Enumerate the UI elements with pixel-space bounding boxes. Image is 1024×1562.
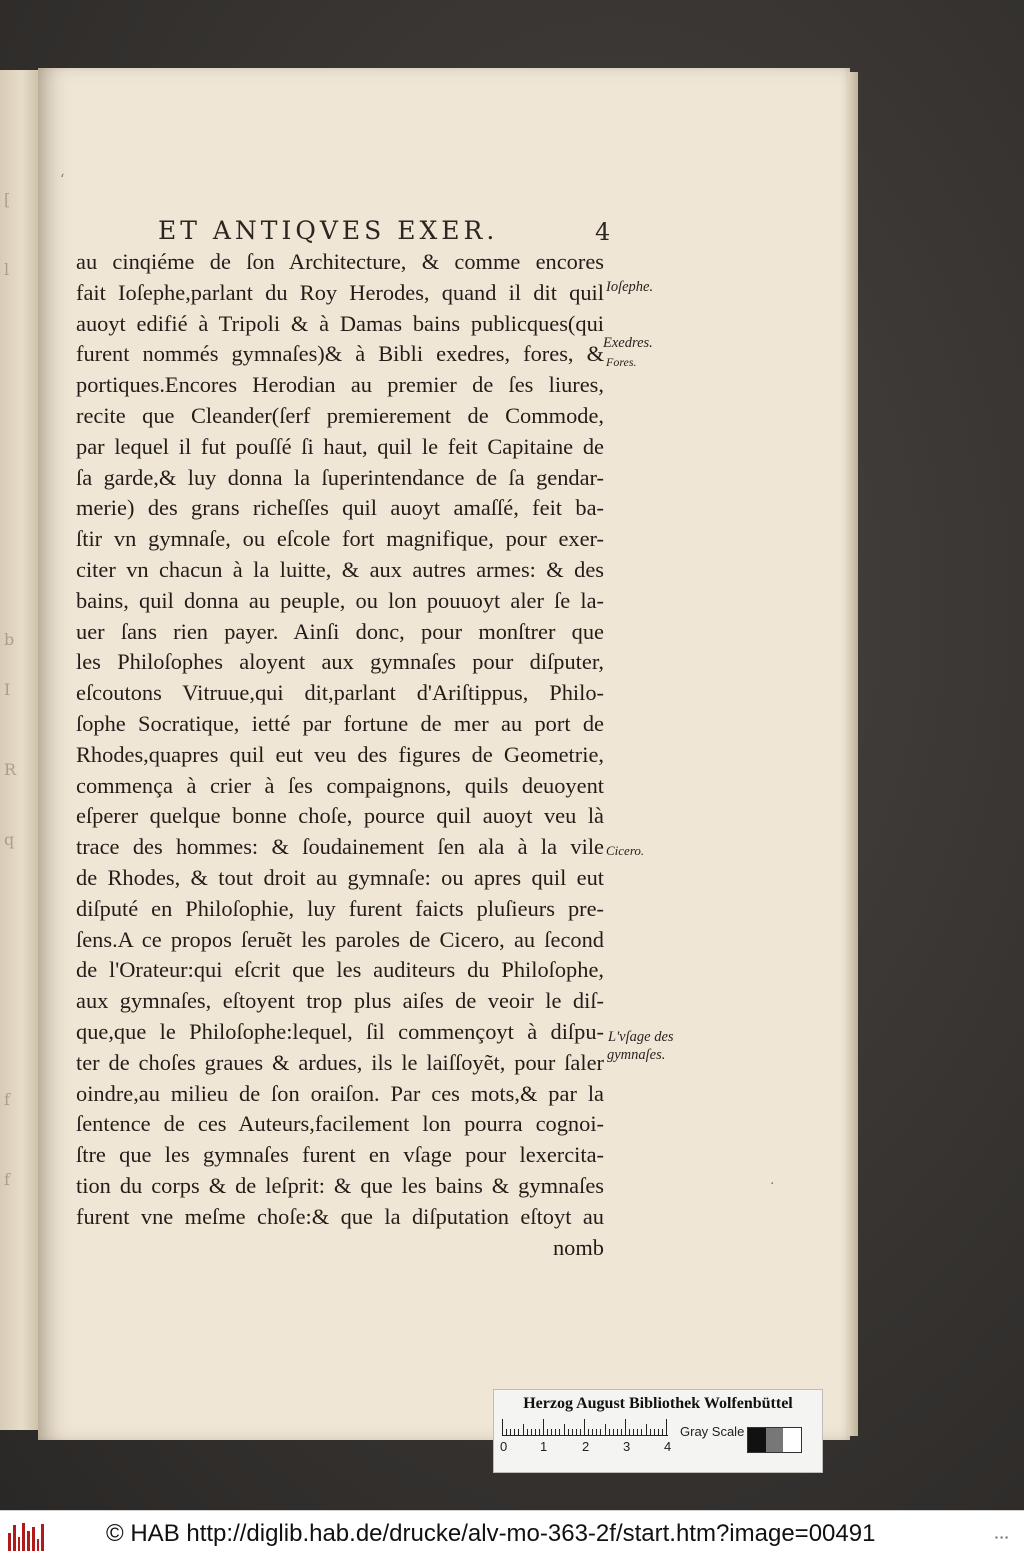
margin-note: Exedres. — [603, 335, 653, 351]
ruler-tick — [535, 1429, 536, 1435]
ruler-tick — [596, 1429, 597, 1435]
margin-note: Fores. — [606, 355, 637, 369]
ruler-tick — [555, 1429, 556, 1435]
margin-note: L'vſage des — [608, 1029, 674, 1045]
text-line: ſens.A ce propos ſeruẽt les paroles de Cicero, au ſecond — [76, 926, 604, 952]
ruler-tick — [600, 1429, 601, 1435]
ruler-tick — [564, 1424, 565, 1435]
ruler-tick — [646, 1424, 647, 1435]
ruler-tick — [506, 1429, 507, 1435]
text-line: de Rhodes, & tout droit au gymnaſe: ou apres quil eut — [76, 864, 604, 890]
ruler-tick — [576, 1429, 577, 1435]
page-edge — [848, 72, 858, 1436]
logo-bar — [32, 1527, 35, 1551]
measurement-ruler — [502, 1417, 668, 1436]
ruler-tick — [502, 1419, 503, 1435]
text-line: les Philoſophes aloyent aux gymnaſes pour diſputer, — [76, 649, 604, 675]
ruler-tick — [551, 1429, 552, 1435]
text-line: tion du corps & de leſprit: & que les bains & gymnaſes — [76, 1172, 604, 1198]
logo-bar — [18, 1537, 21, 1551]
ruler-number: 1 — [540, 1439, 548, 1454]
text-line: ſentence de ces Auteurs,facilement lon pourra cognoi- — [76, 1111, 604, 1137]
swatch-gray — [766, 1428, 784, 1452]
ruler-tick — [621, 1429, 622, 1435]
ghost-mark: l — [4, 260, 10, 279]
text-line: de l'Orateur:qui eſcrit que les auditeurs du Philoſophe, — [76, 957, 604, 983]
swatch-black — [748, 1428, 766, 1452]
ruler-number: 4 — [664, 1439, 672, 1454]
color-scale-card — [493, 1389, 823, 1473]
text-line: commença à crier à ſes compaignons, quils deuoyent — [76, 772, 604, 798]
ruler-number: 3 — [623, 1439, 631, 1454]
ghost-mark: q — [4, 830, 15, 849]
running-head: ET ANTIQVES EXER. — [158, 216, 499, 245]
ruler-tick — [658, 1429, 659, 1435]
text-line: uer ſans rien payer. Ainſi donc, pour monſtrer que — [76, 618, 604, 644]
copyright-url[interactable]: © HAB http://diglib.hab.de/drucke/alv-mo-363-2f/start.htm?image=00491 — [106, 1520, 876, 1547]
catchword: nomb — [552, 1234, 604, 1260]
ruler-tick — [609, 1429, 610, 1435]
previous-page-edge — [0, 70, 42, 1430]
ink-mark: · — [770, 1176, 775, 1192]
ruler-tick — [625, 1419, 626, 1435]
text-line: Rhodes,quapres quil eut veu des figures de Geometrie, — [76, 741, 604, 767]
ruler-numbers — [498, 1439, 678, 1457]
logo-bar — [8, 1533, 11, 1551]
body-text — [76, 247, 604, 1263]
ruler-tick — [629, 1429, 630, 1435]
ghost-mark: R — [4, 760, 17, 779]
text-line: ſtir vn gymnaſe, ou eſcole fort magnifique, pour exer- — [76, 526, 604, 552]
text-line: ſophe Socratique, ietté par fortune de mer au port de — [76, 710, 604, 736]
ruler-tick — [637, 1429, 638, 1435]
ruler-tick — [613, 1429, 614, 1435]
ink-mark: ʻ — [60, 172, 65, 188]
footer-bar — [0, 1510, 1024, 1562]
ruler-number: 0 — [500, 1439, 508, 1454]
logo-bar — [22, 1523, 25, 1551]
text-line: portiques.Encores Herodian au premier de ſes liures, — [76, 372, 604, 398]
ruler-tick — [527, 1429, 528, 1435]
logo-bar — [41, 1524, 44, 1551]
text-line: diſputé en Philoſophie, luy furent faicts pluſieurs pre- — [76, 895, 604, 921]
ghost-mark: [ — [4, 190, 11, 209]
text-line: citer vn chacun à la luitte, & aux autres armes: & des — [76, 556, 604, 582]
gray-scale-label: Gray Scale — [680, 1424, 745, 1439]
gray-scale-swatch — [747, 1427, 802, 1453]
ruler-tick — [654, 1429, 655, 1435]
margin-note: Cicero. — [606, 843, 645, 858]
ruler-tick — [514, 1429, 515, 1435]
ruler-tick — [666, 1419, 667, 1435]
ruler-tick — [592, 1429, 593, 1435]
text-line: eſcoutons Vitruue,qui dit,parlant d'Ariſtippus, Philo- — [76, 680, 604, 706]
ghost-mark: f — [4, 1090, 10, 1109]
text-line: trace des hommes: & ſoudainement ſen ala à la vile — [76, 834, 604, 860]
ruler-tick — [641, 1429, 642, 1435]
ruler-tick — [531, 1429, 532, 1435]
text-line: que,que le Philoſophe:lequel, ſil commençoyt à diſpu- — [76, 1018, 604, 1044]
ruler-tick — [523, 1424, 524, 1435]
ruler-tick — [572, 1429, 573, 1435]
ruler-tick — [568, 1429, 569, 1435]
text-line: ſtre que les gymnaſes furent en vſage pour lexercita- — [76, 1142, 604, 1168]
ruler-tick — [510, 1429, 511, 1435]
text-line: oindre,au milieu de ſon oraiſon. Par ces mots,& par la — [76, 1080, 604, 1106]
logo-bar — [37, 1539, 40, 1551]
ruler-tick — [518, 1429, 519, 1435]
logo-bar — [27, 1531, 30, 1551]
swatch-white — [783, 1428, 801, 1452]
text-line: furent vne meſme choſe:& que la diſputation eſtoyt au — [76, 1203, 604, 1229]
ghost-mark: I — [4, 680, 11, 699]
ruler-tick — [584, 1419, 585, 1435]
margin-note: Ioſephe. — [606, 279, 654, 295]
text-line: ſa garde,& luy donna la ſuperintendance de ſa gendar- — [76, 464, 604, 490]
ruler-tick — [662, 1429, 663, 1435]
text-line: aux gymnaſes, eſtoyent trop plus aiſes de veoir le diſ- — [76, 988, 604, 1014]
ruler-tick — [559, 1429, 560, 1435]
footer-marker-icon: ▪ ▪ ▪ — [995, 1533, 1008, 1542]
hab-logo-icon — [8, 1523, 44, 1551]
text-line: auoyt edifié à Tripoli & à Damas bains publicques(qui — [76, 310, 604, 336]
ghost-mark: b — [4, 630, 15, 649]
text-line: par lequel il fut pouſſé ſi haut, quil le feit Capitaine de — [76, 433, 604, 459]
ruler-tick — [580, 1429, 581, 1435]
ruler-tick — [539, 1429, 540, 1435]
ruler-tick — [605, 1424, 606, 1435]
ruler-tick — [617, 1429, 618, 1435]
ruler-tick — [650, 1429, 651, 1435]
page-number: 4 — [595, 218, 611, 246]
ruler-number: 2 — [582, 1439, 590, 1454]
text-line: ter de choſes graues & ardues, ils le laiſſoyẽt, pour ſaler — [76, 1049, 604, 1075]
logo-bar — [13, 1525, 16, 1551]
text-line: eſperer quelque bonne choſe, pource quil auoyt veu là — [76, 803, 604, 829]
text-line: merie) des grans richeſſes quil auoyt amaſſé, feit ba- — [76, 495, 604, 521]
text-line: furent nommés gymnaſes)& à Bibli exedres, fores, & — [76, 341, 604, 367]
ghost-mark: f — [4, 1170, 10, 1189]
library-name: Herzog August Bibliothek Wolfenbüttel — [523, 1395, 793, 1412]
margin-note: gymnaſes. — [607, 1047, 666, 1063]
text-line: fait Ioſephe,parlant du Roy Herodes, quand il dit quil — [76, 279, 604, 305]
ruler-tick — [547, 1429, 548, 1435]
text-line: au cinqiéme de ſon Architecture, & comme encores — [76, 249, 604, 274]
text-line: bains, quil donna au peuple, ou lon pouuoyt aler ſe la- — [76, 587, 604, 613]
ruler-tick — [588, 1429, 589, 1435]
text-line: recite que Cleander(ſerf premierement de Commode, — [76, 402, 604, 428]
ruler-tick — [633, 1429, 634, 1435]
ruler-tick — [543, 1419, 544, 1435]
